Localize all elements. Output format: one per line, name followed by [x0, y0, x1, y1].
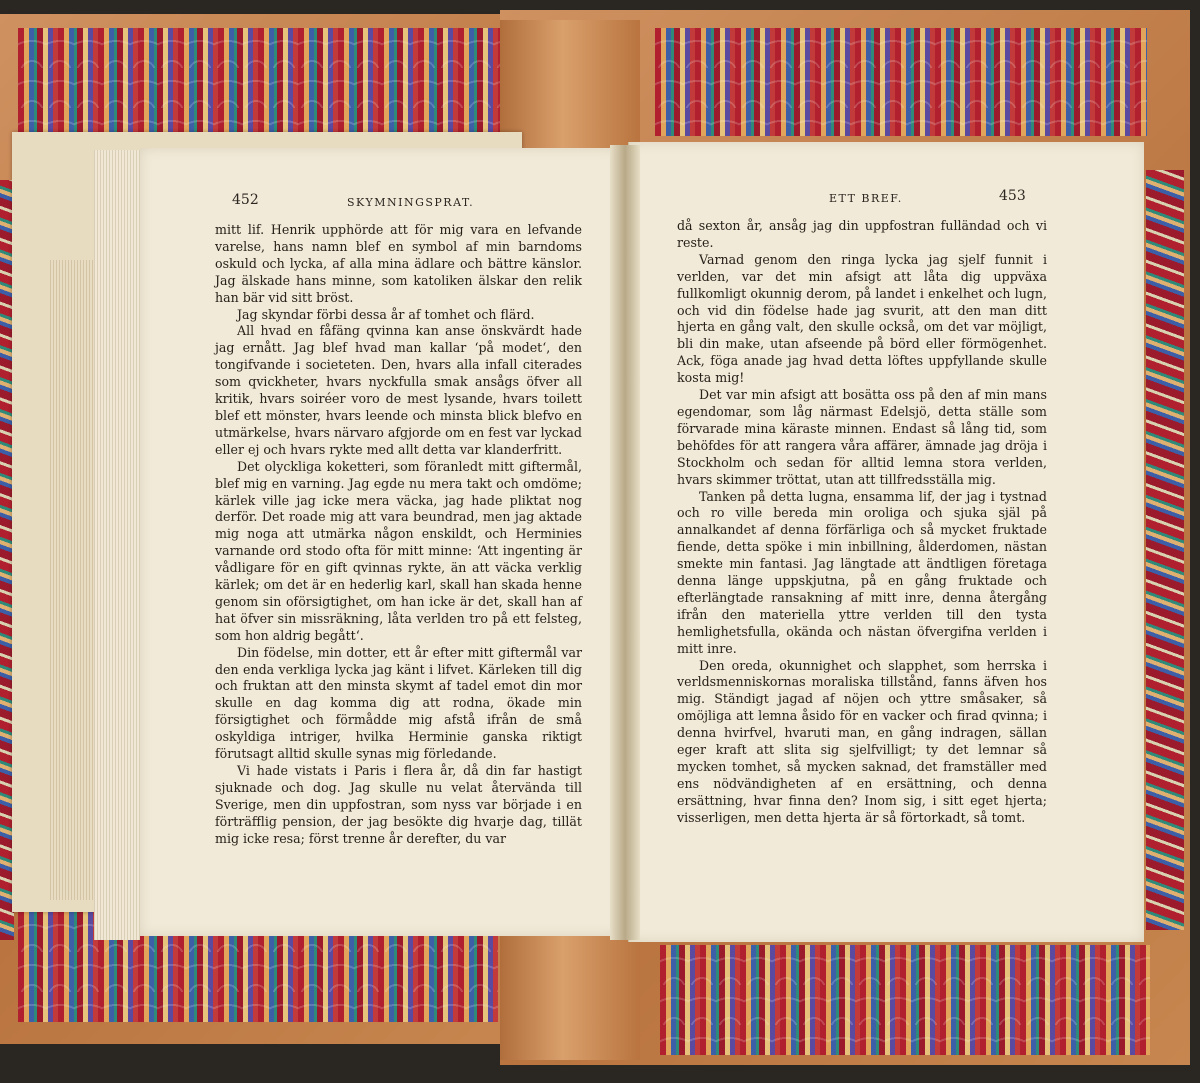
paragraph: Din födelse, min dotter, ett år efter mitt giftermål var den enda verkliga lycka jag känt i lifvet. Kärleken till dig och fruktan att den minsta skymt af tadel emot din mor skulle en dag komma dig att rodna, ökade min försigtighet och förmådde mig afstå ifrån de små oskyldiga intriger, hvilka Herminie ganska riktigt förutsagt alltid skulle synas mig förledande. [215, 644, 582, 762]
paragraph: Vi hade vistats i Paris i flera år, då din far hastigt sjuknade och dog. Jag skulle nu velat återvända till Sverige, men din uppfostran, som nyss var började i en förträfflig pension, der jag besökte dig hvarje dag, tillät mig icke resa; först trenne år derefter, du var [215, 763, 582, 846]
right-body-text [677, 218, 1047, 827]
left-running-head: SKYMNINGSPRAT. [347, 196, 475, 209]
page-edges-outer [50, 260, 94, 900]
right-running-head: ETT BREF. [829, 192, 903, 205]
marbled-endpaper-top-left [18, 28, 500, 136]
paragraph: All hvad en fåfäng qvinna kan anse önskvärdt hade jag ernått. Jag blef hvad man kallar ‘på modet‘, den tongifvande i societeten. Den, hvars alla infall citerades som qvickheter, hvars nyckfulla smak ansågs öfver all kritik, hvars soiréer voro de mest lysande, hvars toilett blef ett mönster, hvars leende och minsta blick blefvo en utmärkelse, hvars närvaro afgjorde om en fest var lyckad eller ej och hvars rykte med allt detta var klanderfritt. [215, 323, 582, 457]
paragraph: mitt lif. Henrik upphörde att för mig vara en lefvande varelse, hans namn blef en symbol af min barndoms oskuld och lycka, af alla mina ädlare och bättre känslor. Jag älskade hans minne, som katoliken älskar den relik han bär vid sitt bröst. [215, 222, 582, 305]
paragraph: Det olyckliga koketteri, som föranledt mitt giftermål, blef mig en varning. Jag egde nu mera takt och omdöme; kärlek ville jag icke mera väcka, jag hade pliktat nog derför. Det roade mig att vara beundrad, men jag aktade mig noga att utmärka någon enskildt, och Herminies varnande ord stodo ofta för mitt minne: ‘Att ingenting är vådligare för en gift qvinnas rykte, än att väcka verklig kärlek; om det är en hederlig karl, skall han skada henne genom sin oförsigtighet, om han icke är det, skall han af hat öfver sin missräkning, låta verlden tro på ett felsteg, som hon aldrig begått‘. [215, 458, 582, 643]
page-edges [94, 150, 140, 940]
left-page-number: 452 [232, 192, 259, 208]
paragraph: Tanken på detta lugna, ensamma lif, der jag i tystnad och ro ville bereda min oroliga och sjuka själ på annalkandet af denna förfärliga och så mycket fruktade fiende, detta spöke i min inbillning, ålderdomen, nästan smekte min fantasi. Jag längtade att ändtligen företaga denna länge uppskjutna, på en gång fruktade och efterlängtade ransakning af mitt inre, denna återgång ifrån den materiella yttre verlden till den tysta hemlighetsfulla, okända och nästan öfvergifna verlden i mitt inre. [677, 488, 1047, 656]
right-page-number: 453 [999, 188, 1026, 204]
paragraph: Jag skyndar förbi dessa år af tomhet och flärd. [237, 306, 535, 322]
left-page [140, 148, 621, 936]
gutter-shadow [610, 145, 640, 940]
paragraph: Den oreda, okunnighet och slapphet, som herrska i verldsmenniskornas moraliska tillstånd, fanns äfven hos mig. Ständigt jagad af nöjen och yttre småsaker, så omöjliga att lemna åsido för en vacker och firad qvinna; i denna hvirfvel, hvaruti man, en gång indragen, sällan eger kraft att slita sig sjelfvilligt; ty det lemnar så mycken tomhet, så mycken saknad, det framställer med ens nödvändigheten af en ersättning, och denna ersättning, hvar finna den? Inom sig, i sitt eget hjerta; visserligen, men detta hjerta är så förtorkadt, så tomt. [677, 657, 1047, 825]
paragraph: Varnad genom den ringa lycka jag sjelf funnit i verlden, var det min afsigt att låta dig uppväxa fullkomligt okunnig derom, på landet i enkelhet och lugn, och vid din födelse hade jag svurit, att den man ditt hjerta en gång valt, den skulle också, om det var möjligt, bli din make, utan afseende på börd eller förmögenhet. Ack, föga anade jag hvad detta löftes uppfyllande skulle kosta mig! [677, 251, 1047, 386]
left-body-text [215, 222, 582, 848]
paragraph: Det var min afsigt att bosätta oss på den af min mans egendomar, som låg närmast Edelsjö, detta ställe som förvarade mina käraste minnen. Endast så lång tid, som behöfdes för att rangera våra affärer, ämnade jag dröja i Stockholm och sedan för alltid lemna stora verlden, hvars skimmer tröttat, utan att tillfredsställa mig. [677, 387, 1047, 487]
marbled-endpaper-top-right [655, 28, 1147, 136]
paragraph: då sexton år, ansåg jag din uppfostran fulländad och vi reste. [677, 218, 1047, 250]
right-page [628, 142, 1144, 942]
marbled-endpaper-bottom-right [660, 945, 1150, 1055]
marbled-edge-right [1146, 170, 1184, 930]
